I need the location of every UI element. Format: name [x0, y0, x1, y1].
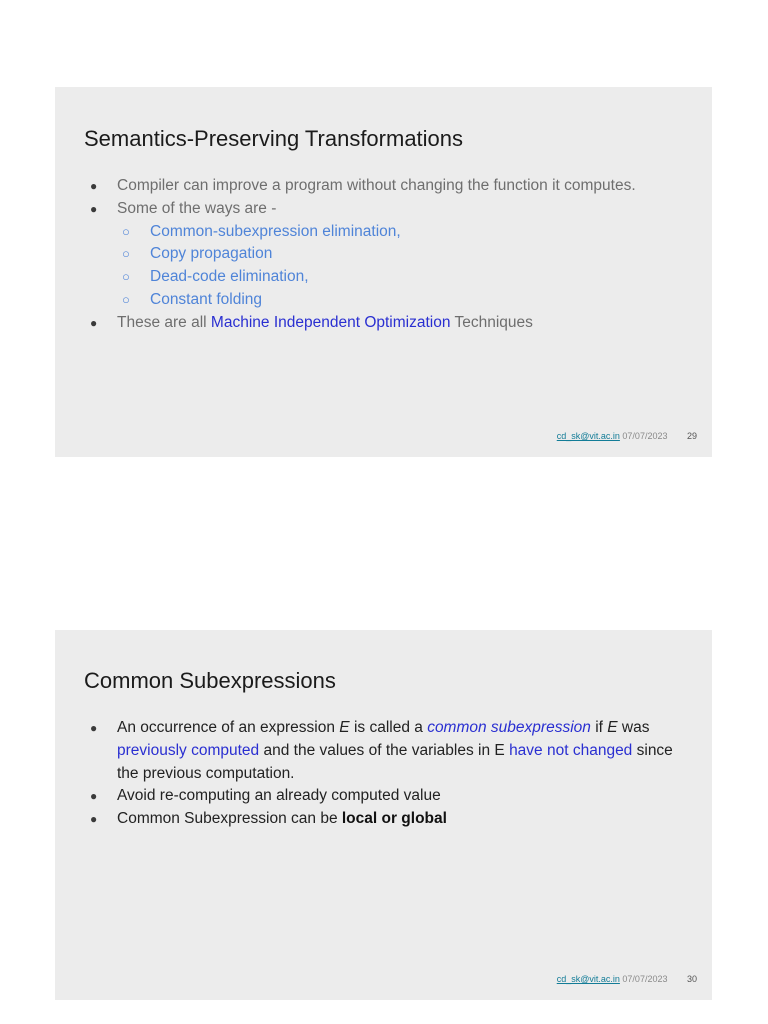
- bullet-icon: ●: [90, 315, 98, 330]
- bullet-text: Compiler can improve a program without changing the function it computes.: [117, 177, 636, 194]
- bullet-text: if: [590, 719, 608, 736]
- page-number: 29: [686, 431, 697, 441]
- sub-bullet-item: [117, 243, 682, 266]
- page-number: 30: [686, 974, 697, 984]
- bullet-list: [84, 175, 682, 335]
- sub-bullet-text: Dead-code elimination,: [150, 268, 309, 286]
- highlight-text: common subexpression: [427, 719, 591, 736]
- slide-title: Common Subexpressions: [84, 668, 336, 693]
- bullet-icon: ●: [90, 721, 98, 735]
- sub-bullet-item: [117, 266, 682, 289]
- footer-date: 07/07/2023: [622, 974, 668, 984]
- bullet-item: [84, 175, 682, 198]
- bullet-item: [84, 785, 682, 808]
- footer-date: 07/07/2023: [622, 431, 668, 441]
- hollow-bullet-icon: ○: [122, 269, 130, 285]
- hollow-bullet-icon: ○: [122, 223, 130, 239]
- slide-29: [55, 87, 712, 457]
- slide-footer: [557, 974, 697, 985]
- slide-30: [55, 630, 712, 1000]
- footer-email-link[interactable]: cd_sk@vit.ac.in: [556, 431, 620, 441]
- sub-bullet-text: Copy propagation: [150, 245, 273, 263]
- bullet-icon: ●: [90, 179, 98, 193]
- highlight-text: Machine Independent Optimization: [210, 313, 451, 331]
- bullet-item: [84, 808, 682, 831]
- bullet-text: Avoid re-computing an already computed value: [117, 787, 441, 805]
- bullet-text: was: [617, 719, 650, 736]
- bullet-icon: ●: [90, 789, 98, 804]
- sub-bullet-item: [117, 221, 682, 244]
- bullet-text: Some of the ways are -: [117, 199, 277, 217]
- bold-text: local or global: [341, 810, 447, 828]
- hollow-bullet-icon: ○: [122, 246, 130, 262]
- footer-email-link[interactable]: cd_sk@vit.ac.in: [556, 974, 620, 984]
- slide-title: Semantics-Preserving Transformations: [84, 126, 464, 151]
- bullet-icon: ●: [90, 201, 98, 216]
- bullet-text: is called a: [349, 719, 428, 736]
- slide-footer: [557, 431, 697, 442]
- bullet-item: [84, 198, 682, 312]
- highlight-text: previously computed: [117, 741, 260, 759]
- sub-bullet-text: Common-subexpression elimination,: [150, 222, 401, 240]
- bullet-list: [84, 717, 682, 831]
- sub-bullet-item: [117, 289, 682, 312]
- bullet-text: since the previous computation.: [117, 741, 673, 782]
- hollow-bullet-icon: ○: [122, 291, 130, 307]
- expression-var: E: [607, 719, 618, 736]
- bullet-item: [84, 312, 682, 335]
- bullet-item: [84, 717, 682, 785]
- sub-bullet-list: [117, 221, 682, 312]
- bullet-text: An occurrence of an expression: [117, 719, 340, 736]
- bullet-text-pre: These are all: [117, 313, 211, 331]
- bullet-text-post: Techniques: [450, 313, 533, 331]
- bullet-icon: ●: [90, 812, 98, 827]
- highlight-text: have not changed: [509, 741, 633, 759]
- bullet-text: and the values of the variables in E: [259, 741, 510, 759]
- sub-bullet-text: Constant folding: [150, 290, 263, 308]
- expression-var: E: [339, 719, 350, 736]
- bullet-text: Common Subexpression can be: [117, 810, 342, 828]
